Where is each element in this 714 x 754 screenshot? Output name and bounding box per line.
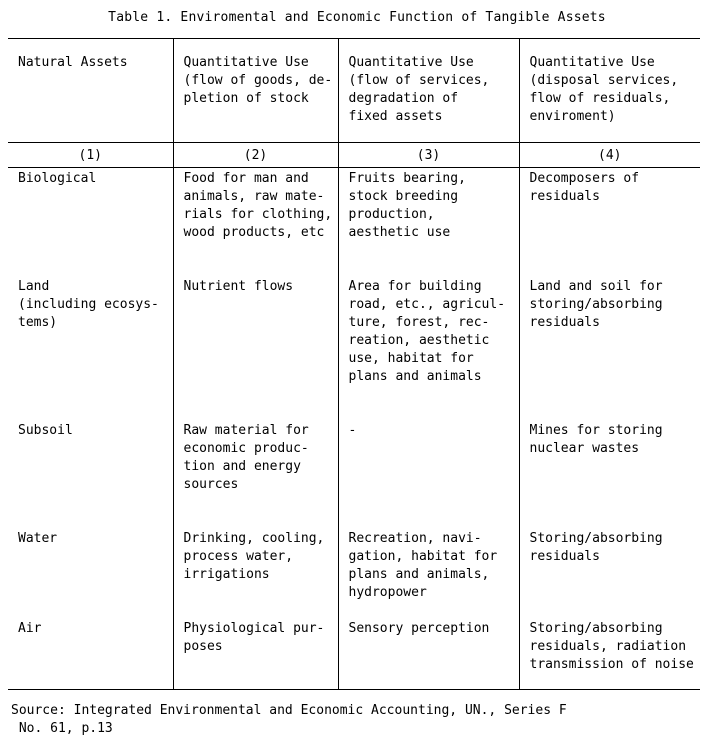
- table-row: [8, 420, 700, 528]
- table-row: [8, 618, 700, 690]
- goods-cell: Food for man and animals, raw mate- rials for clothing, wood products, etc: [173, 168, 338, 276]
- goods-cell: Nutrient flows: [173, 276, 338, 420]
- services-cell: Sensory perception: [338, 618, 519, 690]
- table-row: [8, 276, 700, 420]
- services-cell: Area for building road, etc., agricul- ture, forest, rec- reation, aesthetic use, habitat for plans and animals: [338, 276, 519, 420]
- services-cell: -: [338, 420, 519, 528]
- disposal-cell: Decomposers of residuals: [519, 168, 700, 276]
- goods-cell: Raw material for economic produc- tion and energy sources: [173, 420, 338, 528]
- column-number-row: [8, 143, 700, 168]
- column-number: (2): [173, 143, 338, 168]
- table-header-row: [8, 39, 700, 143]
- column-number: (3): [338, 143, 519, 168]
- table-row: [8, 528, 700, 618]
- asset-name: Land (including ecosys- tems): [18, 278, 159, 330]
- table-row: [8, 168, 700, 276]
- column-number: (4): [519, 143, 700, 168]
- disposal-cell: Storing/absorbing residuals: [519, 528, 700, 618]
- header-disposal-use: Quantitative Use (disposal services, flow of residuals, enviroment): [519, 39, 700, 143]
- goods-cell: Drinking, cooling, process water, irrigations: [173, 528, 338, 618]
- goods-cell: Physiological pur- poses: [173, 618, 338, 690]
- column-number: (1): [8, 143, 173, 168]
- disposal-cell: Land and soil for storing/absorbing residuals: [519, 276, 700, 420]
- services-cell: Fruits bearing, stock breeding production, aesthetic use: [338, 168, 519, 276]
- asset-name: Subsoil: [18, 422, 73, 438]
- services-cell: Recreation, navi- gation, habitat for plans and animals, hydropower: [338, 528, 519, 618]
- disposal-cell: Mines for storing nuclear wastes: [519, 420, 700, 528]
- header-goods-use: Quantitative Use (flow of goods, de- pletion of stock: [173, 39, 338, 143]
- header-natural-assets: Natural Assets: [8, 39, 173, 143]
- assets-table: [8, 38, 700, 690]
- disposal-cell: Storing/absorbing residuals, radiation transmission of noise: [519, 618, 700, 690]
- table-title: Table 1. Enviromental and Economic Function of Tangible Assets: [108, 10, 606, 25]
- asset-name: Air: [8, 618, 173, 690]
- asset-name: Water: [18, 530, 58, 546]
- header-services-use: Quantitative Use (flow of services, degradation of fixed assets: [338, 39, 519, 143]
- source-note: Source: Integrated Environmental and Economic Accounting, UN., Series F No. 61, p.13: [11, 703, 567, 736]
- asset-name: Biological: [18, 171, 97, 186]
